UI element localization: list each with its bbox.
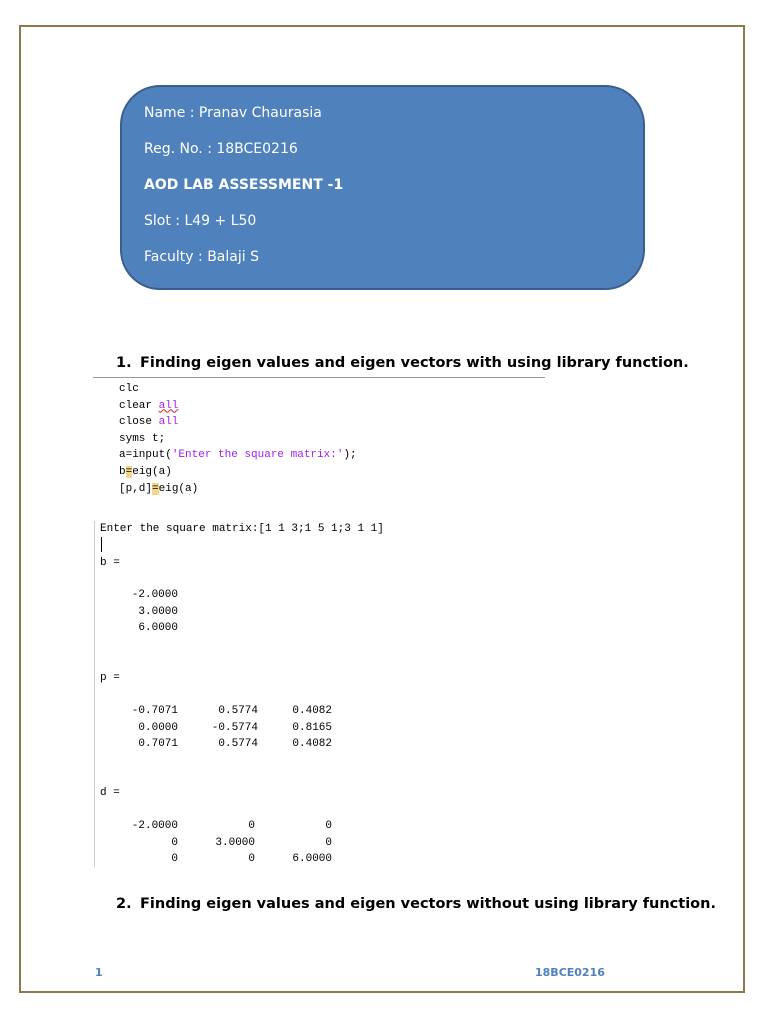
- result-label-p: p =: [100, 672, 120, 684]
- code-line: [p,d]=eig(a): [119, 482, 199, 495]
- faculty-info: Faculty : Balaji S: [144, 249, 259, 265]
- matrix-cell: 0: [248, 820, 255, 832]
- code-line: close all: [119, 416, 179, 429]
- matrix-cell: 0.7071: [138, 738, 178, 750]
- code-line: b=eig(a): [119, 465, 172, 478]
- section-heading-2: [116, 896, 716, 912]
- matrix-cell: 6.0000: [292, 853, 332, 865]
- section-number: 1.: [116, 355, 132, 371]
- matrix-cell: 0.5774: [218, 738, 258, 750]
- matrix-cell: 0.4082: [292, 705, 332, 717]
- section-number: 2.: [116, 896, 132, 912]
- command-window: [94, 521, 475, 867]
- matrix-cell: 0: [248, 853, 255, 865]
- code-line: clear all: [119, 399, 179, 412]
- matrix-cell: -2.0000: [131, 589, 178, 601]
- console-prompt: Enter the square matrix:[1 1 3;1 5 1;3 1 1]: [100, 523, 384, 535]
- code-line: a=input('Enter the square matrix:');: [119, 449, 357, 462]
- matrix-cell: 0.8165: [292, 721, 332, 734]
- code-editor: [119, 381, 357, 497]
- student-info-box: [120, 85, 645, 290]
- registration-number: Reg. No. : 18BCE0216: [144, 141, 298, 157]
- code-line: syms t;: [119, 432, 166, 445]
- result-label-d: d =: [100, 787, 120, 799]
- matrix-cell: 0: [325, 836, 332, 849]
- matrix-cell: 3.0000: [215, 836, 255, 849]
- result-label-b: b =: [100, 557, 120, 569]
- page-number: 1: [95, 966, 103, 979]
- assessment-title: AOD LAB ASSESSMENT -1: [144, 177, 344, 193]
- student-name: Name : Pranav Chaurasia: [144, 105, 322, 121]
- section-title: Finding eigen values and eigen vectors with using library function.: [140, 355, 689, 371]
- matrix-cell: -0.7071: [131, 705, 178, 717]
- section-heading-1: [116, 355, 689, 371]
- slot-info: Slot : L49 + L50: [144, 213, 257, 229]
- matrix-cell: 6.0000: [138, 622, 178, 634]
- matrix-cell: 0.4082: [292, 738, 332, 750]
- matrix-cell: 0: [171, 836, 178, 849]
- text-cursor: [101, 537, 102, 552]
- section-title: Finding eigen values and eigen vectors without using library function.: [140, 896, 716, 912]
- matrix-cell: 0.5774: [218, 705, 258, 717]
- code-line: clc: [119, 383, 139, 395]
- matrix-cell: -0.5774: [211, 721, 258, 734]
- footer-id: 18BCE0216: [535, 966, 605, 979]
- matrix-cell: 0: [171, 853, 178, 865]
- matrix-cell: 0.0000: [138, 721, 178, 734]
- matrix-cell: -2.0000: [131, 820, 178, 832]
- editor-divider: [93, 377, 545, 378]
- matrix-cell: 3.0000: [138, 605, 178, 618]
- matrix-cell: 0: [325, 820, 332, 832]
